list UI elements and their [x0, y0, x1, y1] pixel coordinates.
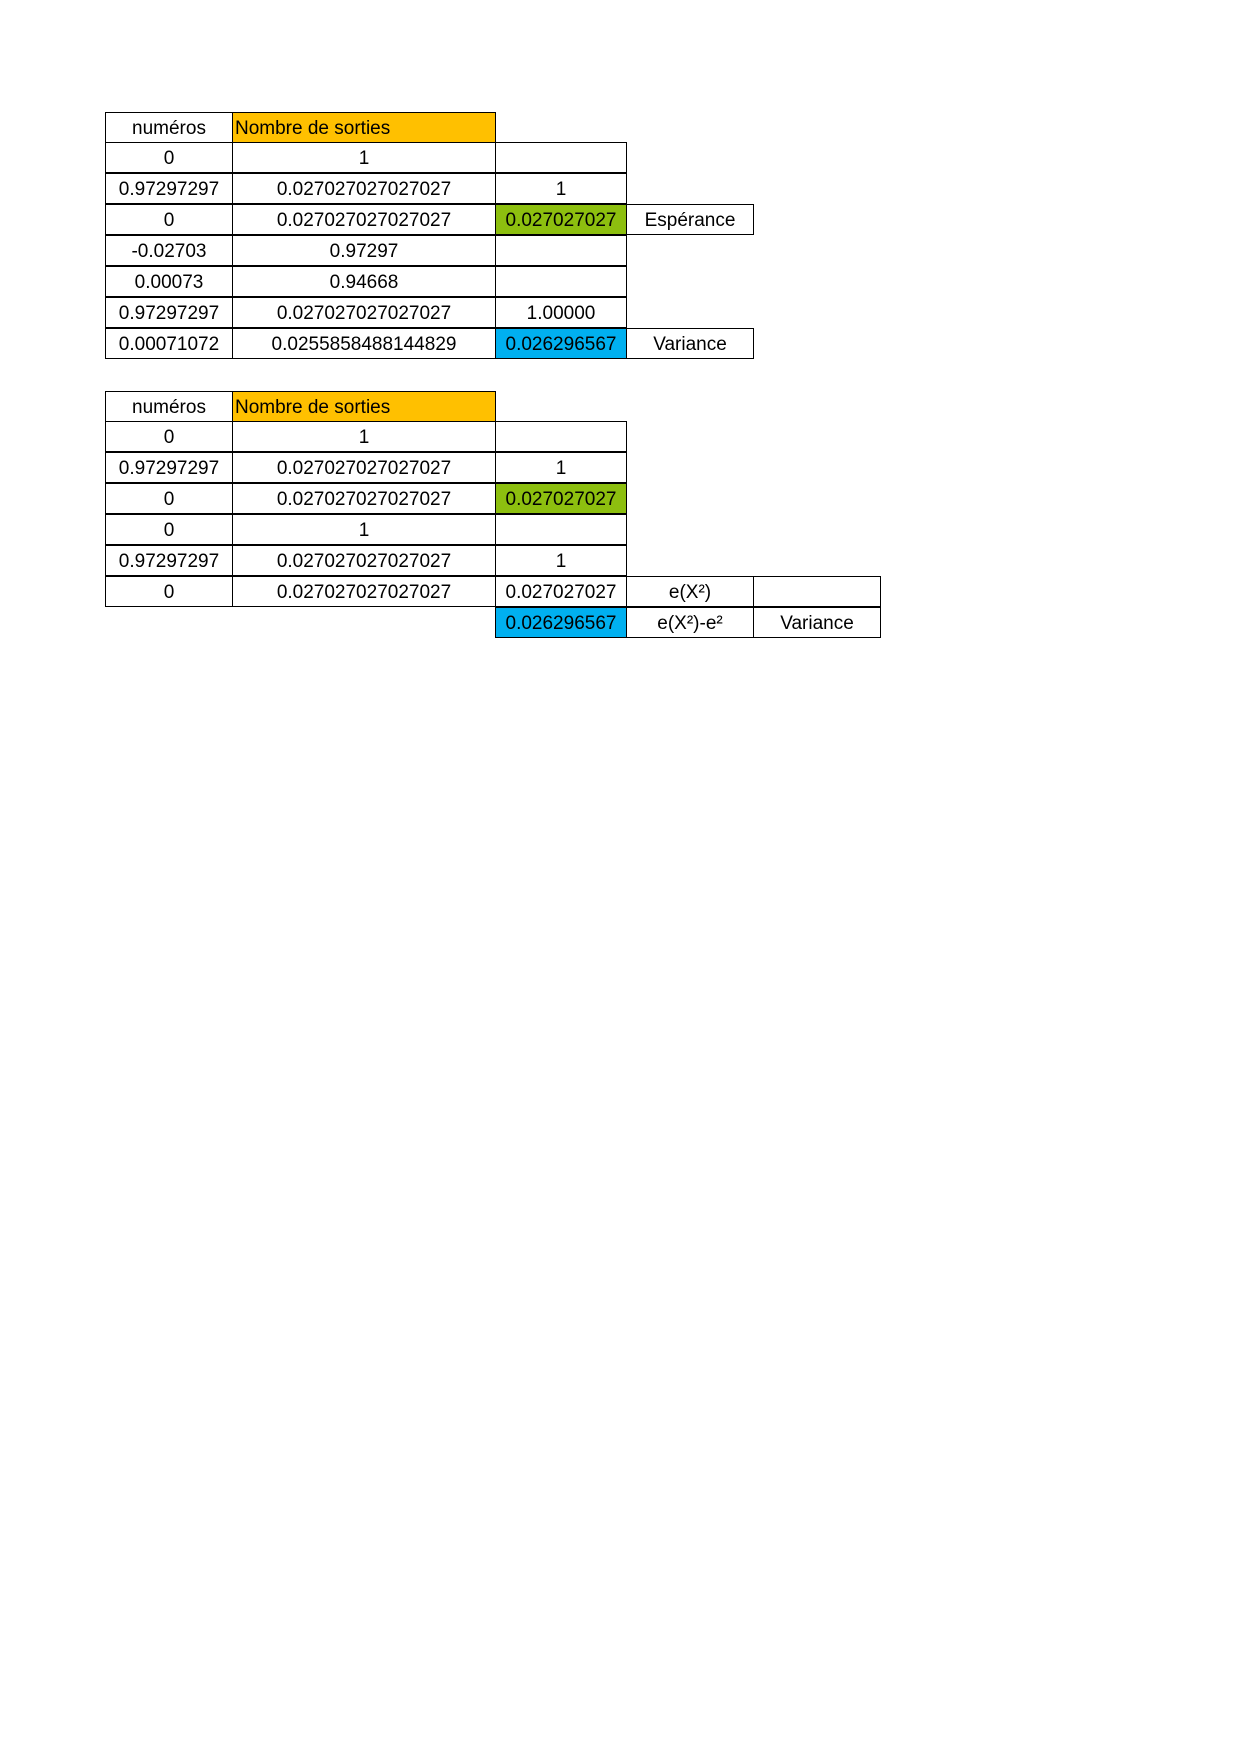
- table-2-row-2-col-1[interactable]: 0.97297297: [105, 452, 233, 483]
- table-2-row-2-col-2[interactable]: 0.027027027027027: [232, 452, 496, 483]
- table-2-row-6-col-5[interactable]: [753, 576, 881, 607]
- table-1-row-4-col-3[interactable]: [495, 235, 627, 266]
- table-1-row-3-col-1[interactable]: 0: [105, 204, 233, 235]
- esperance-value-cell[interactable]: 0.027027027: [495, 204, 627, 235]
- table-2-row-4-col-2[interactable]: 1: [232, 514, 496, 545]
- table-1-row-2-col-1[interactable]: 0.97297297: [105, 173, 233, 204]
- variance-label-cell[interactable]: Variance: [626, 328, 754, 359]
- table-1-row-6-col-3[interactable]: 1.00000: [495, 297, 627, 328]
- table-2-row-5-col-2[interactable]: 0.027027027027027: [232, 545, 496, 576]
- table-2-row-2-col-3[interactable]: 1: [495, 452, 627, 483]
- variance-label-cell[interactable]: Variance: [753, 607, 881, 638]
- esperance-label-cell[interactable]: Espérance: [626, 204, 754, 235]
- table-2-row-3-col-2[interactable]: 0.027027027027027: [232, 483, 496, 514]
- table-1-row-1-col-3[interactable]: [495, 142, 627, 173]
- table-2-row-3-col-1[interactable]: 0: [105, 483, 233, 514]
- table-2-row-4-col-3[interactable]: [495, 514, 627, 545]
- header-nombre-de-sorties-cell[interactable]: Nombre de sorties: [232, 112, 496, 143]
- table-1-row-7-col-1[interactable]: 0.00071072: [105, 328, 233, 359]
- table-1-row-6-col-2[interactable]: 0.027027027027027: [232, 297, 496, 328]
- header-numeros-cell[interactable]: numéros: [105, 112, 233, 143]
- table-2-row-1-col-1[interactable]: 0: [105, 421, 233, 452]
- table-1-row-2-col-2[interactable]: 0.027027027027027: [232, 173, 496, 204]
- table-2-row-6-col-3[interactable]: 0.027027027: [495, 576, 627, 607]
- table-2-row-4-col-1[interactable]: 0: [105, 514, 233, 545]
- header-numeros-cell[interactable]: numéros: [105, 391, 233, 422]
- table-2-row-1-col-2[interactable]: 1: [232, 421, 496, 452]
- esperance-value-cell[interactable]: 0.027027027: [495, 483, 627, 514]
- table-1-row-5-col-1[interactable]: 0.00073: [105, 266, 233, 297]
- header-nombre-de-sorties-cell[interactable]: Nombre de sorties: [232, 391, 496, 422]
- table-1-row-4-col-2[interactable]: 0.97297: [232, 235, 496, 266]
- table-2-row-6-col-1[interactable]: 0: [105, 576, 233, 607]
- table-1-row-7-col-2[interactable]: 0.0255858488144829: [232, 328, 496, 359]
- table-2-row-1-col-3[interactable]: [495, 421, 627, 452]
- table-1-row-2-col-3[interactable]: 1: [495, 173, 627, 204]
- e-x-squared-label-cell[interactable]: e(X²): [626, 576, 754, 607]
- table-1-row-6-col-1[interactable]: 0.97297297: [105, 297, 233, 328]
- table-1-row-3-col-2[interactable]: 0.027027027027027: [232, 204, 496, 235]
- table-1-row-1-col-2[interactable]: 1: [232, 142, 496, 173]
- variance-value-cell[interactable]: 0.026296567: [495, 328, 627, 359]
- table-1-row-5-col-2[interactable]: 0.94668: [232, 266, 496, 297]
- table-2-row-6-col-2[interactable]: 0.027027027027027: [232, 576, 496, 607]
- table-2-row-5-col-1[interactable]: 0.97297297: [105, 545, 233, 576]
- table-1-row-5-col-3[interactable]: [495, 266, 627, 297]
- table-1-row-4-col-1[interactable]: -0.02703: [105, 235, 233, 266]
- variance-value-cell[interactable]: 0.026296567: [495, 607, 627, 638]
- table-2-row-5-col-3[interactable]: 1: [495, 545, 627, 576]
- table-1-row-1-col-1[interactable]: 0: [105, 142, 233, 173]
- variance-formula-cell[interactable]: e(X²)-e²: [626, 607, 754, 638]
